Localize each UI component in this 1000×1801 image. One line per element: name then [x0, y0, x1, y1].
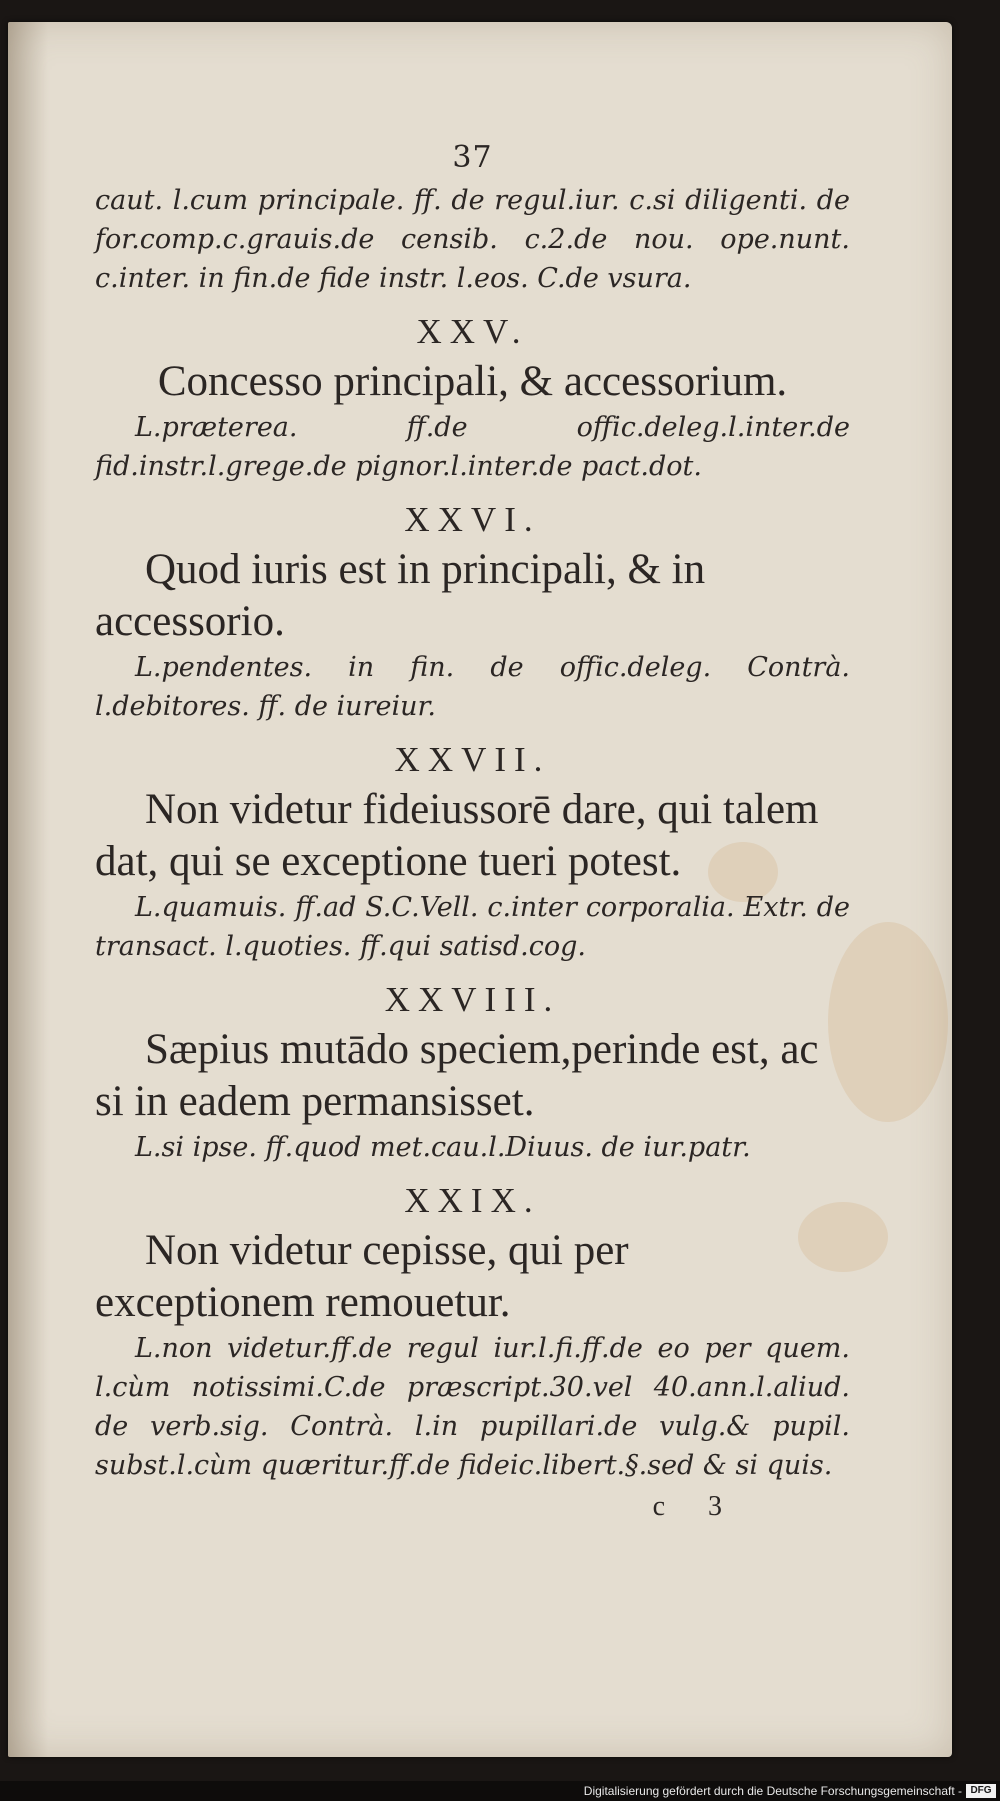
maxim-text: Non videtur cepisse, qui per exceptionem remouetur.: [95, 1227, 629, 1326]
maxim-numeral: XXIX.: [404, 1181, 541, 1220]
maxim-text: Non videtur fideiussorē dare, qui talem dat, qui se exceptione tueri potest.: [95, 786, 819, 885]
citation-text: L.non videtur.ff.de regul iur.l.fi.ff.de eo per quem. l.cùm notissimi.C.de præscript.30.vel 40.ann.l.aliud. de verb.sig. Contrà. l.in pupillari.de vulg.& pupil. subst.l.cùm quæritur.ff.de fideic.libert.§.sed & si quis.: [95, 1333, 850, 1481]
citation-text: L.pendentes. in fin. de offic.deleg. Contrà. l.debitores. ff. de iureiur.: [95, 652, 850, 722]
maxim-numeral: XXVI.: [404, 500, 541, 539]
citation-continued: caut. l.cum principale. ff. de regul.iur. c.si diligenti. de for.comp.c.grauis.de censib. c.2.de nou. ope.nunt. c.inter. in fin.de fide instr. l.eos. C.de vsura.: [95, 185, 850, 294]
citation-text: L.si ipse. ff.quod met.cau.l.Diuus. de iur.patr.: [135, 1132, 751, 1163]
page-number: 37: [452, 140, 493, 175]
dfg-logo-icon[interactable]: DFG: [966, 1784, 996, 1798]
citation-text: L.præterea. ff.de offic.deleg.l.inter.de fid.instr.l.grege.de pignor.l.inter.de pact.dot.: [95, 412, 850, 482]
maxim-text: Sæpius mutādo speciem,perinde est, ac si in eadem permansisset.: [95, 1026, 819, 1125]
maxim-numeral: XXV.: [416, 312, 529, 351]
page-text: [95, 140, 850, 1523]
maxim-text: Concesso principali, & accessorium.: [157, 358, 788, 405]
maxim-numeral: XXVIII.: [384, 980, 561, 1019]
citation-text: L.quamuis. ff.ad S.C.Vell. c.inter corporalia. Extr. de transact. l.quoties. ff.qui satisd.cog.: [95, 892, 850, 962]
maxim-numeral: XXVII.: [394, 740, 551, 779]
digitization-credit: Digitalisierung gefördert durch die Deutsche Forschungsgemeinschaft -: [583, 1784, 962, 1798]
signature-mark: c 3: [652, 1491, 740, 1522]
digitization-credit-bar: [0, 1781, 1000, 1801]
maxim-text: Quod iuris est in principali, & in accessorio.: [95, 546, 706, 645]
